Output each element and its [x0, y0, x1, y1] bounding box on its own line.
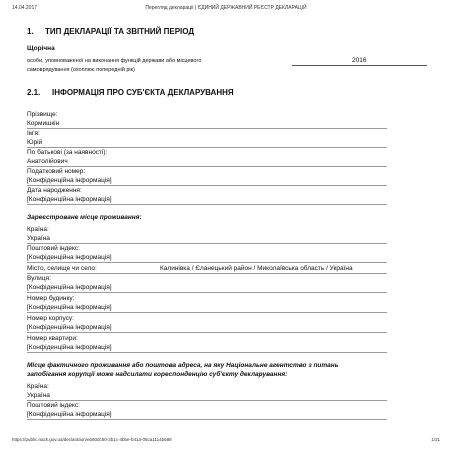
field-divider [27, 262, 387, 263]
page-counter: 1/31 [431, 437, 440, 442]
field-divider [27, 273, 387, 274]
reg-postcode-value: [Конфіденційна інформація] [27, 254, 112, 261]
reg-house-value: [Конфіденційна інформація] [27, 304, 112, 311]
reg-city-label: Місто, селище чи село: [27, 265, 97, 272]
field-divider [27, 128, 387, 129]
field-divider [27, 204, 387, 205]
tax-number-value: [Конфіденційна інформація] [27, 177, 112, 184]
reg-apartment-label: Номер квартири: [27, 335, 78, 342]
act-country-label: Країна: [27, 383, 49, 390]
field-divider [27, 147, 387, 148]
section-1-title: ТИП ДЕКЛАРАЦІЇ ТА ЗВІТНИЙ ПЕРІОД [45, 27, 195, 36]
birth-date-label: Дата народження: [27, 187, 82, 194]
section-2-title: ІНФОРМАЦІЯ ПРО СУБ'ЄКТА ДЕКЛАРУВАННЯ [52, 88, 234, 97]
field-divider [27, 312, 387, 313]
reg-city-value: Калинівка / Єланецький район / Миколаївська область / Україна [160, 265, 353, 272]
reporting-year: 2016 [352, 57, 367, 64]
reg-street-label: Вулиця: [27, 275, 51, 282]
footer-url[interactable]: https://public.nazk.gov.ua/declaration/eb80dc50-2b1c-4bbe-b41a-05ca1114b688 [12, 437, 172, 442]
section-1-number: 1. [27, 27, 34, 36]
patronymic-label: По батькові (за наявності): [27, 149, 108, 156]
act-postcode-label: Поштовий індекс: [27, 402, 80, 409]
act-country-value: Україна [27, 392, 50, 399]
field-divider [27, 166, 387, 167]
declarant-category-line-2: самоврядування (охоплює попередній рік) [27, 67, 135, 73]
actual-residence-heading-line-2: запобігання корупції може надсилати кореспонденцію суб'єкту декларування: [27, 371, 288, 378]
reg-country-value: Україна [27, 235, 50, 242]
reg-building-label: Номер корпусу: [27, 315, 74, 322]
surname-value: Кормишкін [27, 120, 60, 127]
reg-apartment-value: [Конфіденційна інформація] [27, 344, 112, 351]
actual-residence-heading-line-1: Місце фактичного проживання або поштова адреса, на яку Національне агентство з питань [27, 362, 339, 369]
field-divider [27, 243, 387, 244]
reg-building-value: [Конфіденційна інформація] [27, 324, 112, 331]
field-divider [27, 332, 387, 333]
reg-postcode-label: Поштовий індекс: [27, 245, 80, 252]
registered-residence-heading: Зареєстроване місце проживання: [27, 214, 142, 221]
field-divider [27, 400, 387, 401]
section-2-heading [27, 88, 234, 97]
declarant-category-line-1: особи, уповноваженої на виконання функцій держави або місцевого [27, 58, 202, 64]
print-date: 14.04.2017 [12, 5, 38, 11]
name-value: Юрій [27, 139, 43, 146]
reg-house-label: Номер будинку: [27, 295, 75, 302]
patronymic-value: Анатолійович [27, 158, 68, 165]
reg-street-value: [Конфіденційна інформація] [27, 284, 112, 291]
year-underline [292, 65, 427, 66]
name-label: Ім'я: [27, 130, 40, 137]
field-divider [27, 352, 387, 353]
print-page-title: Перегляд декларації | ЄДИНИЙ ДЕРЖАВНИЙ РЕЄСТР ДЕКЛАРАЦІЙ [145, 5, 307, 11]
field-divider [27, 292, 387, 293]
tax-number-label: Податковий номер: [27, 168, 86, 175]
section-2-number: 2.1. [27, 88, 41, 97]
reg-country-label: Країна: [27, 226, 49, 233]
section-1-heading [27, 27, 194, 36]
surname-label: Прізвище: [27, 111, 58, 118]
field-divider [27, 419, 387, 420]
birth-date-value: [Конфіденційна інформація] [27, 196, 112, 203]
field-divider [27, 185, 387, 186]
declaration-kind: Щорічна [27, 45, 55, 52]
act-postcode-value: [Конфіденційна інформація] [27, 411, 112, 418]
